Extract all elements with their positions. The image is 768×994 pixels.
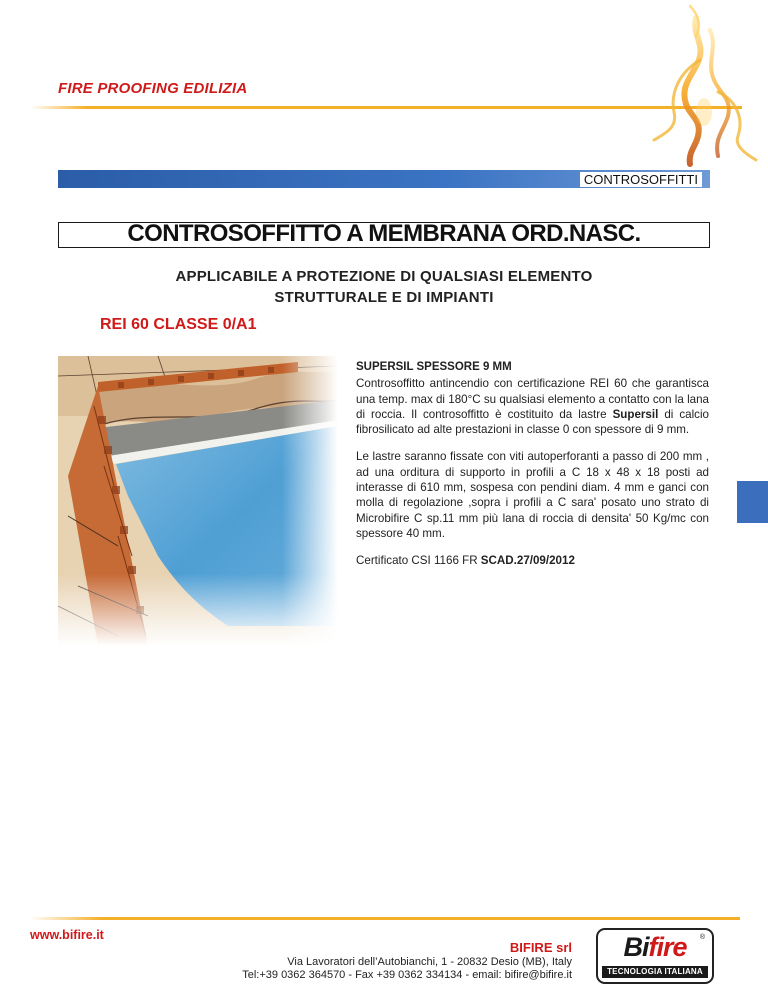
logo-part-fire: fire [648,932,687,962]
spec-p1-text-end: di calcio fibrosilicato ad alte prestazioni in classe 0 con spessore di 9 mm. [356,407,709,437]
section-label: CONTROSOFFITTI [580,172,702,187]
subtitle-line-1: APPLICABILE A PROTEZIONE DI QUALSIASI ELEMENTO [175,268,593,285]
logo-part-bi: Bi [623,932,649,962]
side-tab-marker [737,481,768,523]
company-name: BIFIRE srl [509,940,572,955]
contacts-line: Tel:+39 0362 364570 - Fax +39 0362 334134 - email: bifire@bifire.it [242,969,572,981]
logo-tagline: TECNOLOGIA ITALIANA [602,966,708,978]
ceiling-illustration [58,356,338,646]
website-link[interactable]: www.bifire.it [30,928,104,942]
spec-paragraph-1 [356,376,709,437]
header-category: FIRE PROOFING EDILIZIA [58,80,248,97]
certificate-expiry: SCAD.27/09/2012 [480,554,575,568]
page-title: CONTROSOFFITTO A MEMBRANA ORD.NASC. [127,220,641,247]
address-line: Via Lavoratori dell’Autobianchi, 1 - 20832 Desio (MB), Italy [287,956,572,968]
spec-p1-text: Controsoffitto antincendio con certificazione REI 60 che garantisca una temp. max di 180°C su qualsiasi elemento a contatto con la lana di roccia. Il controsoffitto è costituito da lastre [356,377,709,421]
registered-mark: ® [699,934,705,941]
bifire-logo [596,928,714,984]
spec-text [356,360,709,581]
subtitle-line-2: STRUTTURALE E DI IMPIANTI [274,289,494,306]
certificate-label: Certificato CSI 1166 FR [356,554,481,568]
spec-p1-product: Supersil [612,407,659,421]
spec-heading: SUPERSIL SPESSORE 9 MM [356,361,512,373]
footer-divider [30,917,740,920]
logo-wordmark [598,932,712,963]
section-bar [58,170,710,188]
spec-paragraph-2: Le lastre saranno fissate con viti autoperforanti a passo di 200 mm , ad una orditura di supporto in profili a C 18 x 48 x 18 posti ad interasse di 610 mm, sospesa con pendini diam. 4 mm e ganci con molla di regolazione ,sopra i profili a C sara' posato uno strato di Microbifire C sp.11 mm più lana di roccia di densita' 50 Kg/mc con spessore 40 mm. [356,450,709,540]
title-box [58,222,710,248]
header-divider [30,106,742,109]
subtitle [58,266,710,308]
fire-rating: REI 60 CLASSE 0/A1 [100,316,257,333]
certificate-line [356,553,709,568]
flame-graphic [640,0,768,170]
company-address [242,956,572,982]
